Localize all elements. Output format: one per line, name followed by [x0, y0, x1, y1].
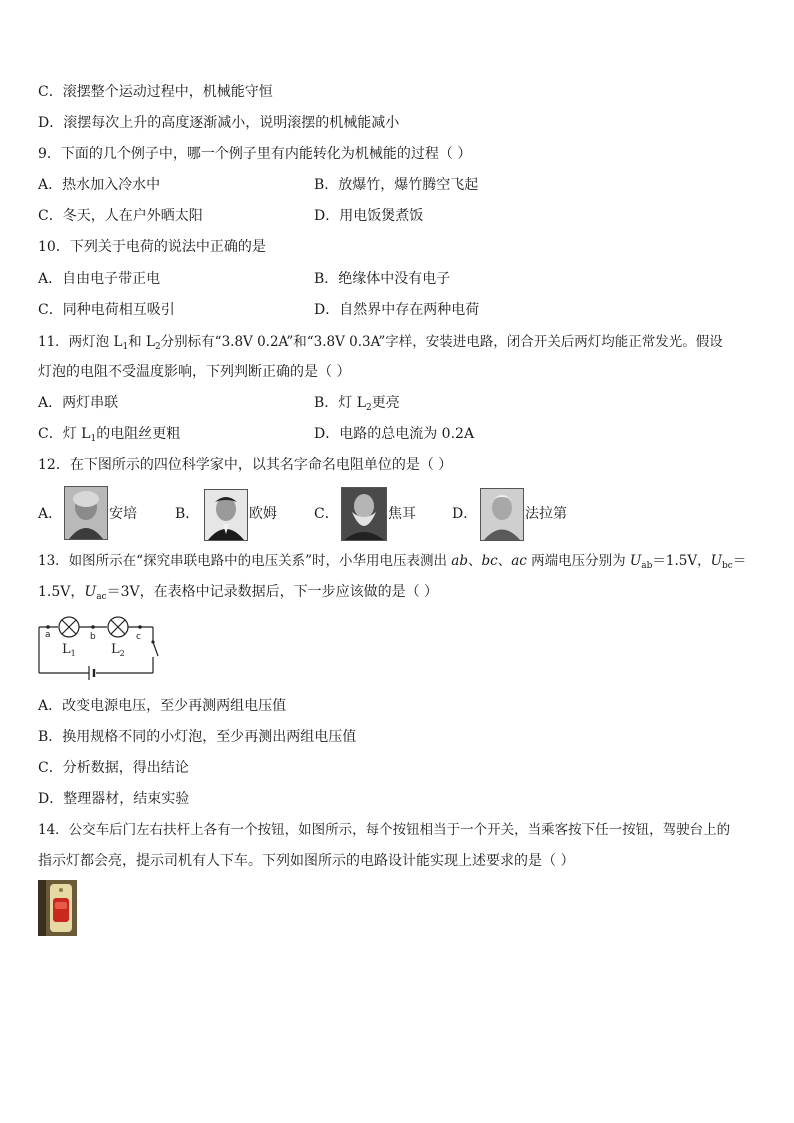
lamp-l2-label: $L_2$	[111, 642, 125, 658]
q10-stem: 10．下列关于电荷的说法中正确的是	[38, 239, 266, 255]
lamp-l1-label: $L_1$	[62, 642, 76, 658]
q13-option-d: D．整理器材，结束实验	[38, 791, 190, 807]
q11-option-d: D．电路的总电流为 0.2A	[314, 426, 475, 442]
faraday-portrait-image	[480, 488, 524, 541]
q11-option-c: C．灯 $L_1$的电阻丝更粗	[38, 426, 181, 444]
q12-stem: 12．在下图所示的四位科学家中，以其名字命名电阻单位的是（ ）	[38, 457, 453, 473]
q12-option-b-name: 欧姆	[249, 506, 277, 522]
q14-stem-line2: 指示灯都会亮，提示司机有人下车。下列如图所示的电路设计能实现上述要求的是（ ）	[38, 853, 575, 869]
q12-option-b-letter: B．	[175, 506, 200, 522]
series-circuit-diagram	[36, 612, 166, 680]
q9-option-b: B．放爆竹，爆竹腾空飞起	[314, 177, 479, 193]
q11-stem-line1: 11．两灯泡 $L_1$和 $L_2$分别标有“3.8V 0.2A”和“3.8V 0.3A”字样，安装进电路，闭合开关后两灯均能正常发光。假设	[38, 334, 723, 352]
q11-stem-line2: 灯泡的电阻不受温度影响，下列判断正确的是（ ）	[38, 364, 351, 380]
node-b-label: b	[90, 632, 96, 642]
q10-option-a: A．自由电子带正电	[38, 271, 161, 287]
q9-option-a: A．热水加入冷水中	[38, 177, 161, 193]
q13-stem-line2: 1.5V，$U_{ac}=3V$，在表格中记录数据后，下一步应该做的是（ ）	[38, 584, 439, 602]
node-a-label: a	[45, 630, 51, 640]
q10-option-d: D．自然界中存在两种电荷	[314, 302, 480, 318]
q9-option-c: C．冬天，人在户外晒太阳	[38, 208, 203, 224]
q10-option-c: C．同种电荷相互吸引	[38, 302, 175, 318]
q13-stem-line1: 13．如图所示在“探究串联电路中的电压关系”时，小华用电压表测出 ab、bc、ac 两端电压分别为 $U_{ab}=1.5V$，$U_{bc}=$	[38, 553, 747, 571]
q13-option-a: A．改变电源电压，至少再测两组电压值	[38, 698, 287, 714]
q8-option-c: C．滚摆整个运动过程中，机械能守恒	[38, 84, 273, 100]
bus-stop-button-photo	[38, 880, 77, 936]
q9-stem: 9．下面的几个例子中，哪一个例子里有内能转化为机械能的过程（ ）	[38, 146, 472, 162]
q13-option-c: C．分析数据，得出结论	[38, 760, 189, 776]
node-c-label: c	[136, 632, 141, 642]
q14-stem-line1: 14．公交车后门左右扶杆上各有一个按钮，如图所示，每个按钮相当于一个开关，当乘客按下任一按钮，驾驶台上的	[38, 822, 731, 838]
q10-option-b: B．绝缘体中没有电子	[314, 271, 451, 287]
q11-option-b: B．灯 $L_2$更亮	[314, 395, 400, 413]
ohm-portrait-image	[204, 489, 248, 541]
q12-option-d-letter: D．	[452, 506, 478, 522]
q8-option-d: D．滚摆每次上升的高度逐渐减小，说明滚摆的机械能减小	[38, 115, 400, 131]
joule-portrait-image	[341, 487, 387, 541]
q12-option-a-name: 安培	[109, 506, 137, 522]
q12-option-c-letter: C．	[314, 506, 339, 522]
q12-option-c-name: 焦耳	[388, 506, 416, 522]
q11-option-a: A．两灯串联	[38, 395, 119, 411]
q12-option-d-name: 法拉第	[525, 506, 567, 522]
q12-option-a-letter: A．	[38, 506, 63, 522]
q13-option-b: B．换用规格不同的小灯泡，至少再测出两组电压值	[38, 729, 357, 745]
q9-option-d: D．用电饭煲煮饭	[314, 208, 424, 224]
ampere-portrait-image	[64, 486, 108, 540]
